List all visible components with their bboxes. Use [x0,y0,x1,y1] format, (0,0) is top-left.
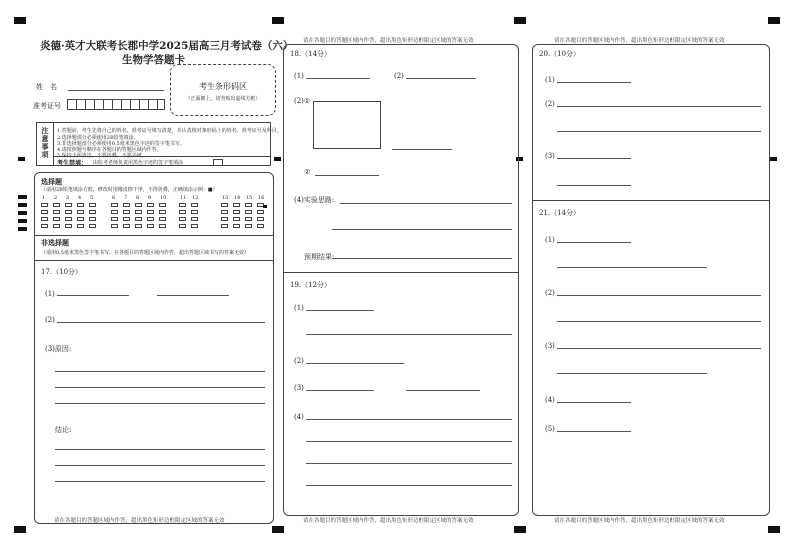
answer-bubble-15-B[interactable] [245,210,252,214]
answer-bubble-9-C[interactable] [147,217,154,221]
q21-answer-line[interactable] [557,242,631,243]
answer-bubble-6-D[interactable] [111,224,118,228]
answer-bubble-9-D[interactable] [147,224,154,228]
question-number: 4 [78,195,82,201]
answer-bubble-7-D[interactable] [123,224,130,228]
answer-bubble-15-A[interactable] [245,203,252,207]
answer-bubble-13-A[interactable] [221,203,228,207]
q17-answer-line[interactable] [55,465,265,466]
answer-bubble-3-A[interactable] [65,203,72,207]
timing-mark [18,227,27,231]
q17-answer-line[interactable] [55,387,265,388]
q20-answer-line[interactable] [557,158,631,159]
q21-answer-line[interactable] [557,348,761,349]
registration-mark [514,17,526,24]
registration-mark [768,17,780,24]
notice-item: 3.非选择题部分必须使用0.5毫米黑色字迹的签字笔书写。 [57,141,185,147]
warning-text: 请在各题目的答题区域内作答，超出黑色矩形边框限定区域的答案无效 [554,38,725,44]
q21-answer-line[interactable] [557,373,707,374]
answer-bubble-7-B[interactable] [123,210,130,214]
q18-answer-line[interactable] [340,203,512,204]
q18-answer-line[interactable] [332,229,512,230]
q19-answer-line[interactable] [306,363,404,364]
answer-bubble-1-D[interactable] [41,224,48,228]
answer-bubble-8-B[interactable] [135,210,142,214]
answer-bubble-14-B[interactable] [233,210,240,214]
notice-divider [53,156,270,157]
answer-bubble-5-C[interactable] [89,217,96,221]
choice-title: 选择题 [41,177,62,186]
answer-bubble-3-C[interactable] [65,217,72,221]
answer-bubble-14-D[interactable] [233,224,240,228]
q19-answer-line[interactable] [406,390,480,391]
warning-text: 请在各题目的答题区域内作答，超出黑色矩形边框限定区域的答案无效 [303,38,474,44]
barcode-area [170,64,276,116]
answer-bubble-8-A[interactable] [135,203,142,207]
notice-item: 1.答题前，考生先将自己的姓名、准考证号填写清楚，并认真核对条形码上的姓名、准考证号及科目。 [57,128,282,134]
registration-mark [272,526,284,533]
question-divider [533,200,769,201]
q20-part2-label: (2) [545,100,555,108]
question-number: 7 [124,195,128,201]
timing-mark [18,195,27,199]
answer-bubble-9-B[interactable] [147,210,154,214]
q20-part3-label: (3) [545,152,555,160]
choice-grid[interactable] [35,195,273,235]
timing-mark [770,157,777,161]
q18-answer-line[interactable] [306,78,370,79]
q21-part1-label: (1) [545,236,555,244]
answer-bubble-3-B[interactable] [65,210,72,214]
question-number: 9 [148,195,152,201]
q20-answer-line[interactable] [557,106,761,107]
q18-part1-label: (1) [294,72,304,80]
registration-mark [768,526,780,533]
forbidden-text: 由监考老师负责用黑色字迹的签字笔填涂 [93,160,184,166]
section-divider [35,235,273,236]
answer-bubble-8-C[interactable] [135,217,142,221]
choice-note: （请用2B铅笔填涂方框，修改时用橡皮擦干净，不得折叠，正确填涂示例：■） [41,187,218,193]
q18-answer-line[interactable] [332,258,512,259]
q19-part2-label: (2) [294,357,304,365]
name-label: 姓 名 [36,83,57,91]
answer-bubble-2-D[interactable] [53,224,60,228]
q17-answer-line[interactable] [57,322,265,323]
answer-bubble-14-C[interactable] [233,217,240,221]
answer-bubble-16-B[interactable] [257,210,264,214]
question-number: 11 [180,195,187,201]
q21-answer-line[interactable] [557,321,761,322]
barcode-title: 考生条形码区 [199,82,247,91]
q21-answer-line[interactable] [557,402,631,403]
answer-bubble-6-C[interactable] [111,217,118,221]
answer-bubble-13-B[interactable] [221,210,228,214]
notice-item: 5.保持卡面清洁，不要折叠、不要弄破。 [57,153,147,159]
answer-bubble-16-C[interactable] [257,217,264,221]
answer-bubble-15-D[interactable] [245,224,252,228]
exam-id-boxes[interactable] [67,99,165,110]
barcode-note: （正面朝上，切勿贴出虚线方框） [185,96,261,102]
warning-text: 请在各题目的答题区域内作答，超出黑色矩形边框限定区域的答案无效 [554,518,725,524]
q18-answer-line[interactable] [392,149,452,150]
answer-bubble-12-B[interactable] [191,210,198,214]
q17-answer-line[interactable] [55,371,265,372]
q21-part2-label: (2) [545,289,555,297]
answer-bubble-10-B[interactable] [159,210,166,214]
q18-part2-label: (2) [394,72,404,80]
q19-answer-line[interactable] [306,334,512,335]
q19-answer-line[interactable] [306,390,374,391]
q20-answer-line[interactable] [557,82,631,83]
q18-answer-line[interactable] [406,78,476,79]
answer-bubble-8-D[interactable] [135,224,142,228]
answer-bubble-3-D[interactable] [65,224,72,228]
q17-conclusion-label: 结论: [55,426,72,434]
question-number: 16 [258,195,265,201]
sheet-subtitle: 生物学答题卡 [122,54,185,66]
answer-bubble-2-A[interactable] [53,203,60,207]
q21-part5-label: (5) [545,425,555,433]
question-number: 1 [42,195,46,201]
q19-answer-line[interactable] [306,419,512,420]
q19-title: 19.（12分） [290,281,332,289]
answer-bubble-10-D[interactable] [159,224,166,228]
answer-bubble-11-A[interactable] [179,203,186,207]
forbidden-label: 考生禁填： [57,160,88,167]
answer-bubble-2-C[interactable] [53,217,60,221]
answer-bubble-7-A[interactable] [123,203,130,207]
q17-part1-label: (1) [45,290,55,298]
q17-part3-label: (3)原因: [45,345,72,353]
q21-part4-label: (4) [545,396,555,404]
question-number: 15 [246,195,253,201]
q18-title: 18.（14分） [290,50,332,58]
answer-bubble-5-A[interactable] [89,203,96,207]
q18-drawing-box[interactable] [313,101,381,149]
q19-part1-label: (1) [294,304,304,312]
q20-part1-label: (1) [545,76,555,84]
notice-item: 4.请按照题号顺序在各题目的答题区域内作答。 [57,147,162,153]
registration-mark [272,17,284,24]
question-number: 5 [90,195,94,201]
question-number: 3 [66,195,70,201]
answer-bubble-6-B[interactable] [111,210,118,214]
q17-answer-line[interactable] [57,295,129,296]
answer-bubble-10-C[interactable] [159,217,166,221]
answer-bubble-9-A[interactable] [147,203,154,207]
nonchoice-note: （请用0.5毫米黑色签字笔书写，在各题目的答题区域内作答，超出答题区域书写的答案无效） [41,250,249,256]
q21-answer-line[interactable] [557,295,761,296]
name-field[interactable] [68,90,164,91]
question-number: 10 [160,195,167,201]
q18-part3b-label: ② [304,168,311,176]
answer-bubble-1-B[interactable] [41,210,48,214]
timing-mark [18,203,27,207]
q18-part3a-label: (2)① [294,97,311,105]
q20-title: 20.（10分） [539,50,581,58]
forbidden-checkbox [213,159,223,166]
q21-title: 21.（14分） [539,209,581,217]
warning-text: 请在各题目的答题区域内作答，超出黑色矩形边框限定区域的答案无效 [303,518,474,524]
registration-mark [514,526,526,533]
question-number: 14 [234,195,241,201]
q19-answer-line[interactable] [306,463,512,464]
q17-answer-line[interactable] [55,481,265,482]
q18-result-label: 预期结果: [304,253,335,261]
answer-bubble-4-D[interactable] [77,224,84,228]
q20-answer-line[interactable] [557,131,761,132]
answer-bubble-16-D[interactable] [257,224,264,228]
answer-bubble-4-A[interactable] [77,203,84,207]
answer-bubble-7-C[interactable] [123,217,130,221]
question-number: 8 [136,195,140,201]
left-column-frame [34,172,274,524]
q17-answer-line[interactable] [157,295,229,296]
q18-part4-label: (4)实验思路: [294,196,335,204]
question-number: 6 [112,195,116,201]
q20-answer-line[interactable] [557,185,631,186]
timing-mark [18,211,27,215]
answer-bubble-11-C[interactable] [179,217,186,221]
question-divider [284,272,518,273]
q19-answer-line[interactable] [306,485,512,486]
question-number: 2 [54,195,58,201]
section-divider [35,260,273,261]
answer-bubble-2-B[interactable] [53,210,60,214]
middle-column-frame [283,44,519,516]
q19-answer-line[interactable] [306,310,374,311]
timing-mark [18,219,27,223]
answer-bubble-13-D[interactable] [221,224,228,228]
registration-mark [14,17,26,24]
question-number: 13 [222,195,229,201]
timing-mark [18,157,25,161]
exam-title: 炎德·英才大联考长郡中学2025届高三月考试卷（六） [40,40,294,52]
answer-bubble-1-C[interactable] [41,217,48,221]
q17-title: 17.（10分） [41,268,83,276]
nonchoice-title: 非选择题 [41,238,69,247]
answer-bubble-15-C[interactable] [245,217,252,221]
answer-bubble-4-C[interactable] [77,217,84,221]
q19-answer-line[interactable] [306,441,512,442]
answer-bubble-12-A[interactable] [191,203,198,207]
notice-label: 注意事项 [41,126,49,159]
q21-part3-label: (3) [545,342,555,350]
warning-text: 请在各题目的答题区域内作答，超出黑色矩形边框限定区域的答案无效 [54,518,225,524]
q18-answer-line[interactable] [315,175,379,176]
answer-bubble-11-D[interactable] [179,224,186,228]
q19-part4-label: (4) [294,413,304,421]
answer-bubble-12-C[interactable] [191,217,198,221]
answer-bubble-6-A[interactable] [111,203,118,207]
answer-bubble-5-D[interactable] [89,224,96,228]
answer-bubble-5-B[interactable] [89,210,96,214]
question-number: 12 [192,195,199,201]
q17-answer-line[interactable] [55,403,265,404]
notice-item: 2.选择题部分必须使用2B铅笔填涂。 [57,135,139,141]
answer-bubble-4-B[interactable] [77,210,84,214]
registration-mark [14,526,26,533]
right-column-frame [532,44,770,516]
answer-bubble-11-B[interactable] [179,210,186,214]
notice-divider [53,123,54,165]
q21-answer-line[interactable] [557,431,631,432]
q21-answer-line[interactable] [557,267,707,268]
answer-bubble-10-A[interactable] [159,203,166,207]
notice-box [36,122,282,167]
answer-bubble-13-C[interactable] [221,217,228,221]
answer-bubble-1-A[interactable] [41,203,48,207]
exam-id-label: 准考证号 [33,102,61,110]
timing-mark [274,157,281,161]
answer-bubble-14-A[interactable] [233,203,240,207]
grid-marker [263,205,267,208]
answer-bubble-12-D[interactable] [191,224,198,228]
q17-part2-label: (2) [45,316,55,324]
q19-part3-label: (3) [294,384,304,392]
q17-answer-line[interactable] [55,449,265,450]
